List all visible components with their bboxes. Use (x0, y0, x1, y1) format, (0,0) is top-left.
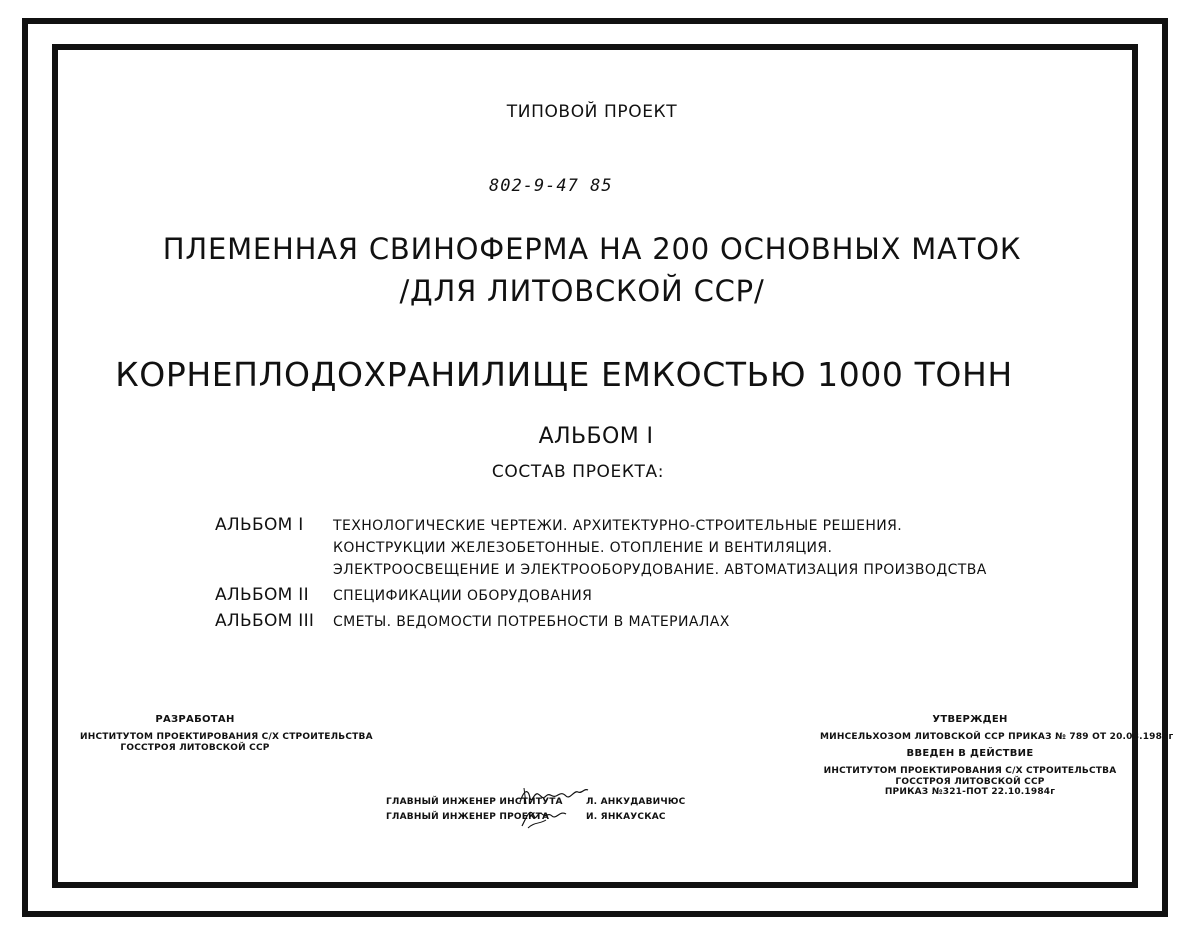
album-2-label: АЛЬБОМ II (215, 585, 309, 605)
chief-engineer-institute-role: ГЛАВНЫЙ ИНЖЕНЕР ИНСТИТУТА (386, 797, 563, 807)
album-1-line2: КОНСТРУКЦИИ ЖЕЛЕЗОБЕТОННЫЕ. ОТОПЛЕНИЕ И ВЕНТИЛЯЦИЯ. (333, 540, 833, 556)
chief-engineer-institute-name: Л. АНКУДАВИЧЮС (586, 797, 686, 807)
chief-engineer-project-role: ГЛАВНЫЙ ИНЖЕНЕР ПРОЕКТА (386, 812, 550, 822)
album-3-label: АЛЬБОМ III (215, 611, 315, 631)
developed-heading: РАЗРАБОТАН (155, 714, 235, 725)
signature-project-engineer (520, 804, 570, 830)
approved-line1: МИНСЕЛЬХОЗОМ ЛИТОВСКОЙ ССР ПРИКАЗ № 789 ОТ 20.08.1984г (820, 732, 1174, 742)
album-title: АЛЬБОМ I (538, 424, 654, 449)
album-1-line3: ЭЛЕКТРООСВЕЩЕНИЕ И ЭЛЕКТРООБОРУДОВАНИЕ. АВТОМАТИЗАЦИЯ ПРОИЗВОДСТВА (333, 562, 987, 578)
album-2-line1: СПЕЦИФИКАЦИИ ОБОРУДОВАНИЯ (333, 588, 593, 604)
enacted-heading: ВВЕДЕН В ДЕЙСТВИЕ (906, 748, 1034, 759)
chief-engineer-project-name: И. ЯНКАУСКАС (586, 812, 666, 822)
album-1-label: АЛЬБОМ I (215, 515, 304, 535)
project-number: 802-9-47 85 (489, 176, 613, 196)
album-1-line1: ТЕХНОЛОГИЧЕСКИЕ ЧЕРТЕЖИ. АРХИТЕКТУРНО-СТРОИТЕЛЬНЫЕ РЕШЕНИЯ. (333, 518, 903, 534)
developed-line1: ИНСТИТУТОМ ПРОЕКТИРОВАНИЯ С/Х СТРОИТЕЛЬСТВА (80, 732, 373, 742)
approved-heading: УТВЕРЖДЕН (932, 714, 1008, 725)
project-title-line1: ПЛЕМЕННАЯ СВИНОФЕРМА НА 200 ОСНОВНЫХ МАТОК (162, 232, 1022, 266)
project-title-line2: /ДЛЯ ЛИТОВСКОЙ ССР/ (399, 274, 765, 308)
album-3-line1: СМЕТЫ. ВЕДОМОСТИ ПОТРЕБНОСТИ В МАТЕРИАЛАХ (333, 614, 730, 630)
composition-heading: СОСТАВ ПРОЕКТА: (491, 462, 665, 482)
enacted-line1: ИНСТИТУТОМ ПРОЕКТИРОВАНИЯ С/Х СТРОИТЕЛЬСТВА (823, 766, 1117, 776)
enacted-line2: ГОССТРОЯ ЛИТОВСКОЙ ССР (895, 777, 1045, 787)
developed-line2: ГОССТРОЯ ЛИТОВСКОЙ ССР (120, 743, 270, 753)
object-title: КОРНЕПЛОДОХРАНИЛИЩЕ ЕМКОСТЬЮ 1000 ТОНН (115, 355, 1013, 394)
document-type-heading: ТИПОВОЙ ПРОЕКТ (506, 102, 678, 122)
enacted-line3: ПРИКАЗ №321-ПОТ 22.10.1984г (884, 787, 1056, 797)
